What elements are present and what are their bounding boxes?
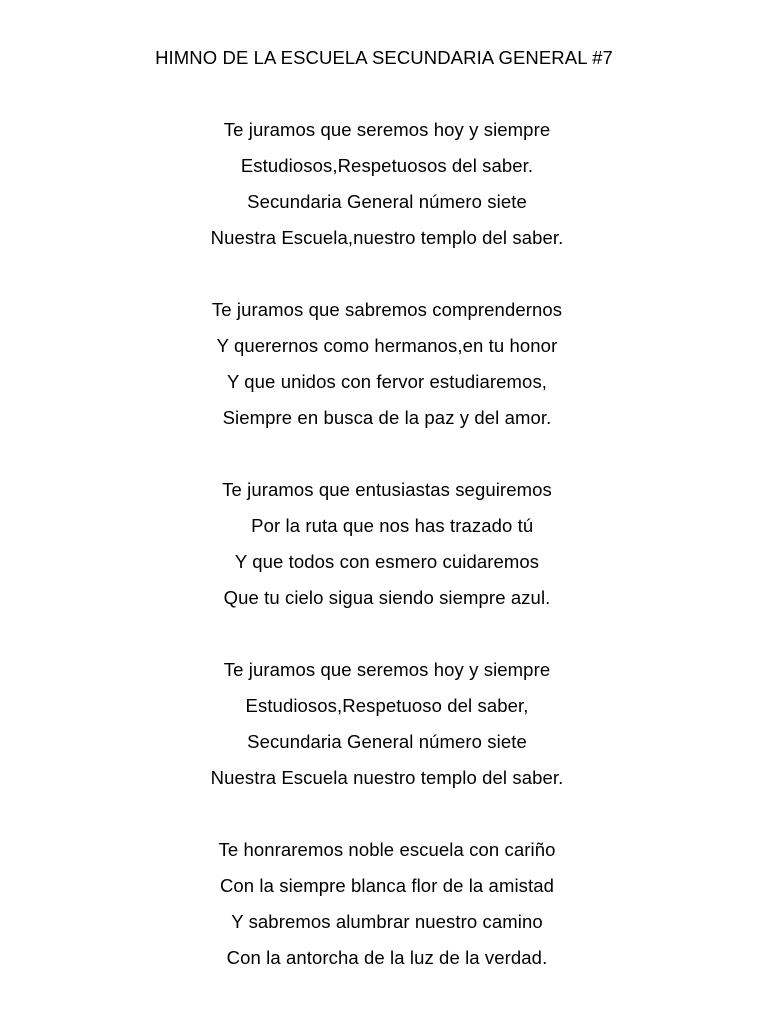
verse-line: Y que unidos con fervor estudiaremos,	[226, 371, 548, 392]
verse-line: Te juramos que seremos hoy y siempre	[223, 119, 551, 140]
stanza-4	[0, 652, 768, 796]
verse-line: Y que todos con esmero cuidaremos	[234, 551, 540, 572]
verse-line: Te juramos que sabremos comprendernos	[211, 299, 563, 320]
verse-line: Te juramos que entusiastas seguiremos	[222, 479, 552, 500]
verse-line: Secundaria General número siete	[247, 731, 527, 752]
verse-line: Siempre en busca de la paz y del amor.	[222, 407, 552, 428]
verse-line: Estudiosos,Respetuoso del saber,	[245, 695, 529, 716]
verse-line: Te honraremos noble escuela con cariño	[218, 839, 556, 860]
verse-line: Que tu cielo sigua siendo siempre azul.	[223, 587, 551, 608]
stanza-1	[0, 112, 768, 256]
verse-line: Nuestra Escuela,nuestro templo del saber.	[210, 227, 564, 248]
verse-line: Y sabremos alumbrar nuestro camino	[231, 911, 543, 932]
verse-line: Estudiosos,Respetuosos del saber.	[240, 155, 534, 176]
stanza-5	[0, 832, 768, 976]
verse-line: Nuestra Escuela nuestro templo del saber.	[210, 767, 564, 788]
stanza-2	[0, 292, 768, 436]
verse-line: Con la siempre blanca flor de la amistad	[219, 875, 555, 896]
verse-line: Secundaria General número siete	[247, 191, 527, 212]
verse-line: Y querernos como hermanos,en tu honor	[216, 335, 558, 356]
hymn-title: HIMNO DE LA ESCUELA SECUNDARIA GENERAL #7	[155, 47, 613, 68]
verse-line: Te juramos que seremos hoy y siempre	[223, 659, 551, 680]
verse-line: Por la ruta que nos has trazado tú	[240, 515, 534, 536]
stanza-3	[0, 472, 768, 616]
verse-line: Con la antorcha de la luz de la verdad.	[226, 947, 548, 968]
